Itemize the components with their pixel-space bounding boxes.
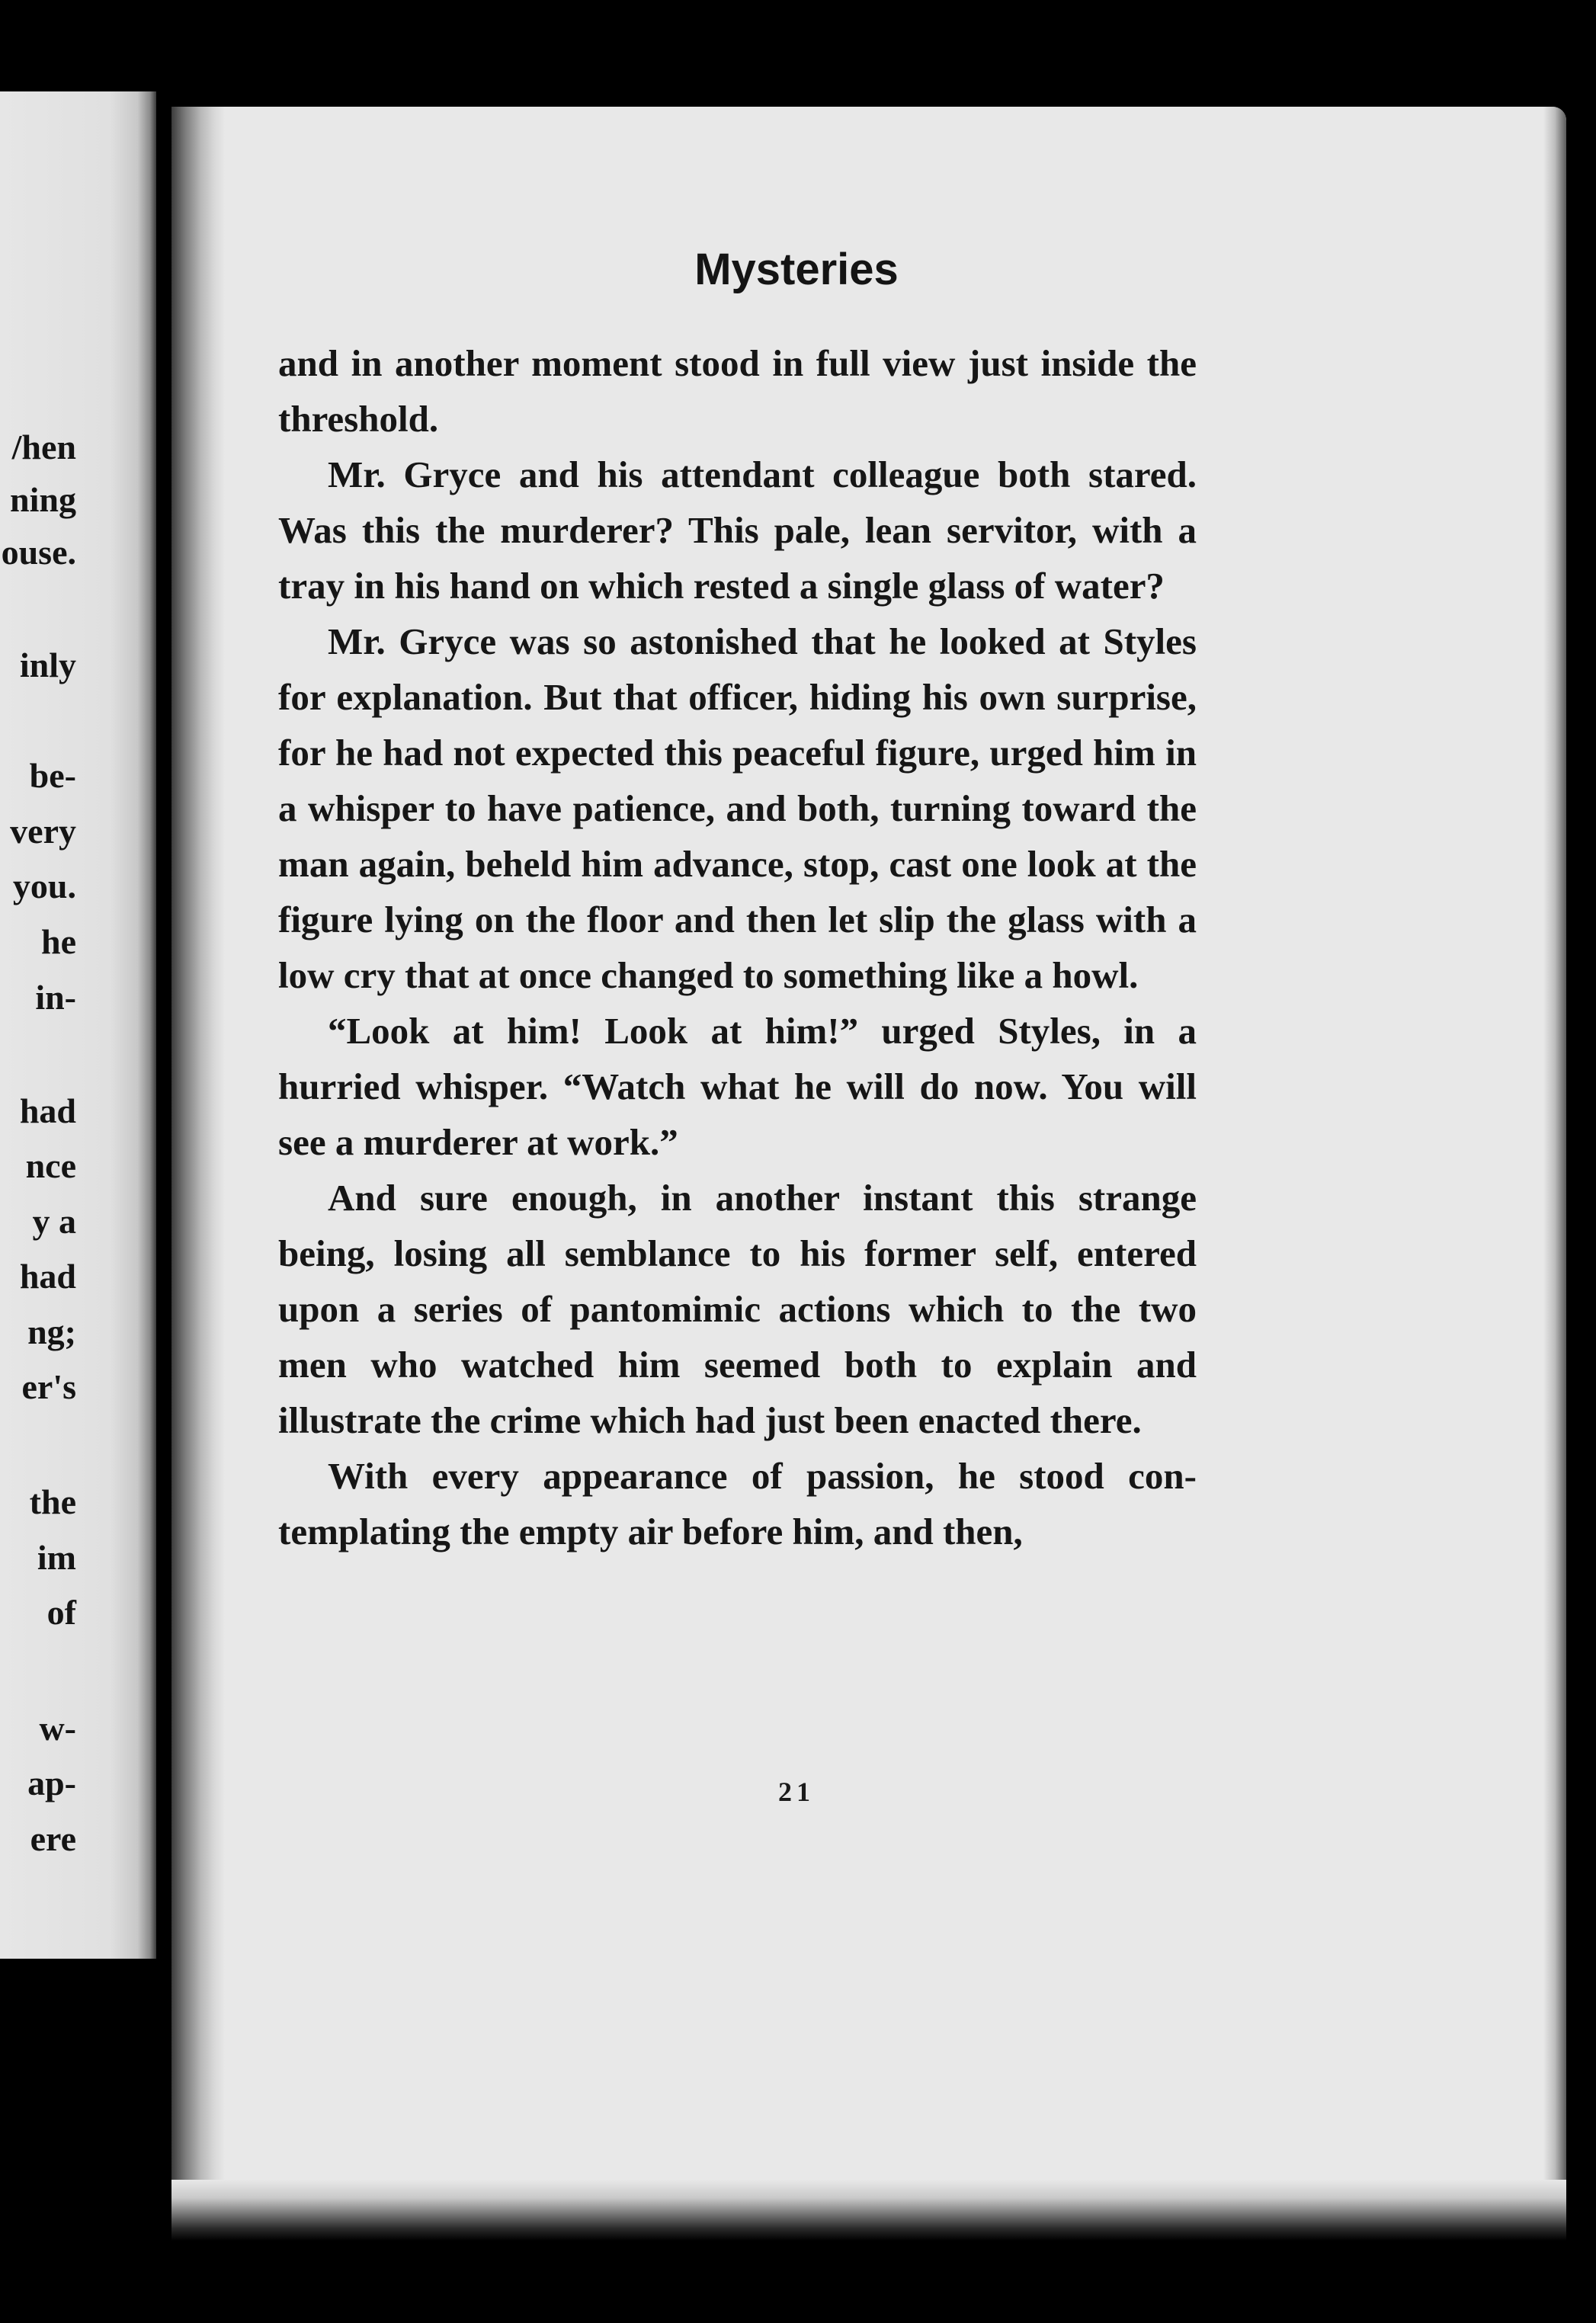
left-fragment: of	[46, 1593, 76, 1632]
left-fragment: nce	[25, 1146, 76, 1185]
left-fragment: ning	[10, 480, 76, 519]
left-fragment: er's	[21, 1367, 76, 1406]
left-fragment: ere	[30, 1819, 76, 1858]
left-fragment: very	[10, 812, 76, 851]
paragraph: And sure enough, in another instant this strange being, losing all semblance to his former self, entered upon a series of pantomimic actions which to the two men who watched him seemed both to explain and illustrate the crime which had just been enacted there.	[278, 1177, 1197, 1441]
page-number: 21	[778, 1777, 815, 1807]
left-fragment: you.	[12, 867, 76, 905]
page-right-edge	[1543, 107, 1566, 2241]
right-page	[171, 107, 1566, 2241]
paragraph: and in another moment stood in full view just inside the threshold.	[278, 342, 1197, 440]
paragraph: Mr. Gryce was so astonished that he looked at Styles for explanation. But that officer, hiding his own surprise, for he had not expected this peaceful figure, urged him in a whisper to have patience, and both, turning toward the man again, beheld him advance, stop, cast one look at the figure lying on the floor and then let slip the glass with a low cry that at once changed to something like a howl.	[278, 620, 1197, 996]
paragraph: Mr. Gryce and his attendant colleague both stared. Was this the murderer? This pale, lean servitor, with a tray in his hand on which rested a single glass of water?	[278, 453, 1197, 607]
paragraph: “Look at him! Look at him!” urged Styles, in a hurried whisper. “Watch what he will do now. You will see a murderer at work.”	[278, 1010, 1197, 1163]
left-fragment: y a	[32, 1202, 76, 1241]
page-gutter-shadow	[171, 107, 225, 2241]
left-fragment: /hen	[11, 428, 76, 466]
left-fragment: inly	[19, 646, 76, 684]
left-fragment: the	[29, 1482, 76, 1521]
left-fragment: had	[19, 1091, 76, 1130]
left-fragment: w-	[39, 1709, 76, 1748]
left-fragment: ap-	[27, 1764, 76, 1802]
paragraph: With every appearance of passion, he stood contemplating the empty air before him, and then,	[278, 1455, 1197, 1552]
running-head: Mysteries	[694, 245, 899, 294]
left-fragment: ouse.	[1, 533, 76, 572]
left-fragment: in-	[35, 978, 76, 1017]
left-fragment: im	[37, 1538, 76, 1577]
left-fragment: ng;	[27, 1312, 76, 1351]
left-page	[0, 91, 156, 1959]
left-fragment: be-	[29, 756, 76, 795]
left-fragment: he	[41, 922, 76, 961]
left-fragment: had	[19, 1257, 76, 1296]
page-bottom-edge	[171, 2180, 1566, 2241]
body-text	[278, 335, 1197, 1559]
